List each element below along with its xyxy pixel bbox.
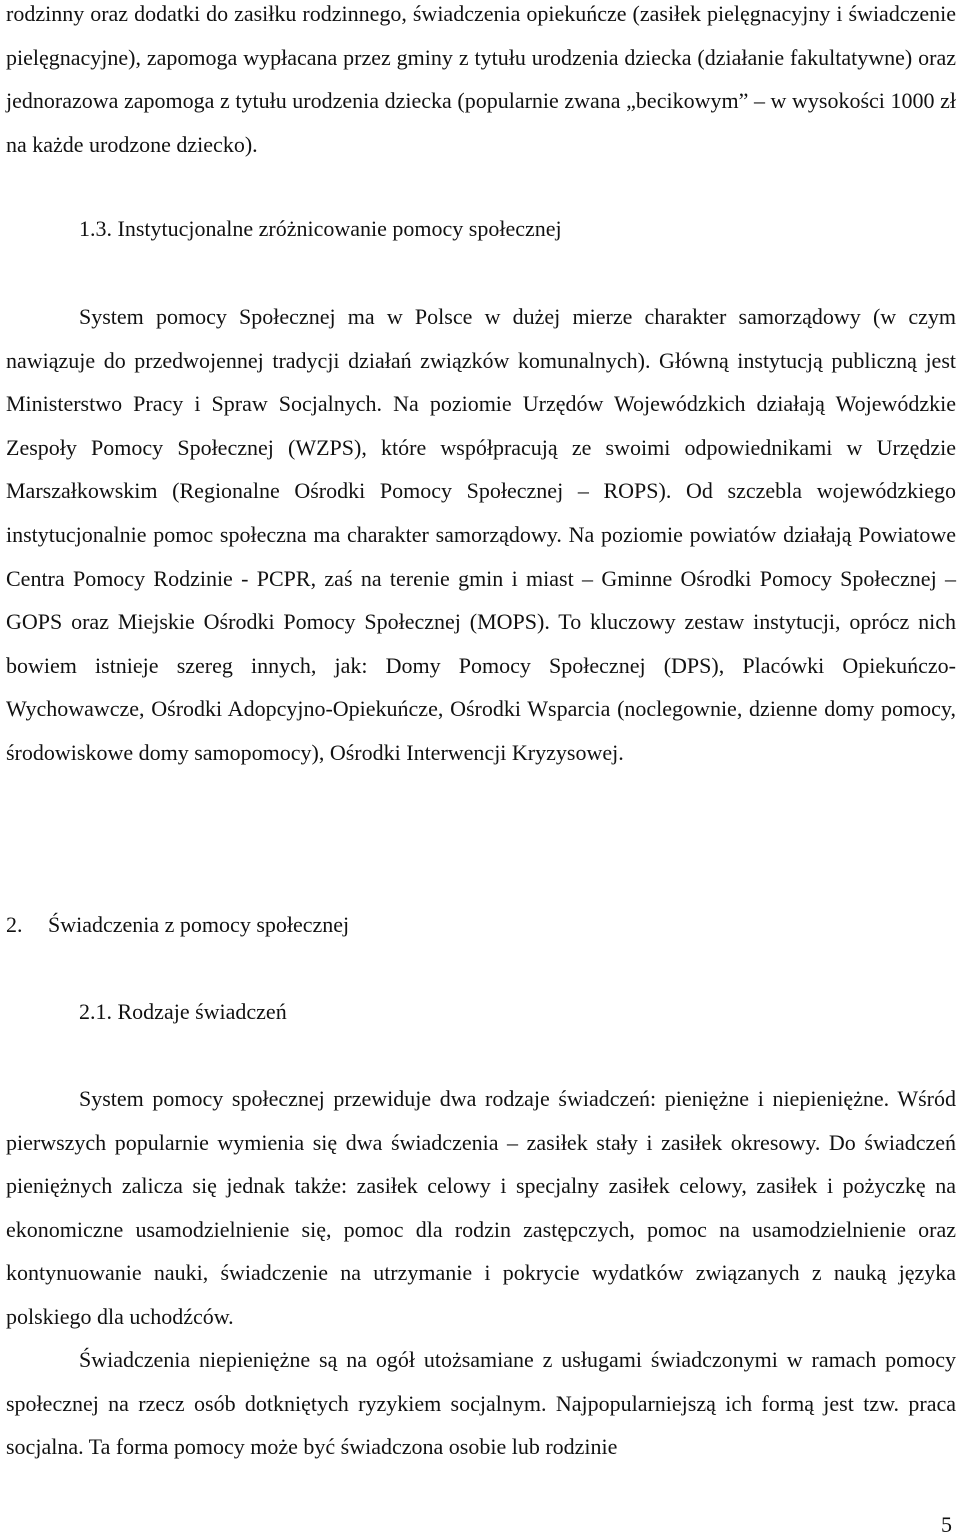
section-2-1-paragraph-2: Świadczenia niepieniężne są na ogół utożsamiane z usługami świadczonymi w ramach pomocy społecznej na rzecz osób dotkniętych ryzykiem socjalnym. Najpopularniejszą ich formą jest tzw. praca socjalna. Ta forma pomocy może być świadczona osobie lub rodzinie [6,1347,956,1460]
section-number: 2.1. [79,999,112,1024]
section-2-1-paragraph-1: System pomocy społecznej przewiduje dwa rodzaje świadczeń: pieniężne i niepieniężne. Wśród pierwszych popularnie wymienia się dwa świadczenia – zasiłek stały i zasiłek okresowy. Do świadczeń pieniężnych zalicza się jednak także: zasiłek celowy i specjalny zasiłek celowy, zasiłek i pożyczkę na ekonomiczne usamodzielnienie się, pomoc dla rodzin zastępczych, pomoc na usamodzielnienie oraz kontynuowanie nauki, świadczenie na utrzymanie i pokrycie wydatków związanych z nauką języka polskiego dla uchodźców. [6,1086,956,1329]
section-1-3-heading [79,214,562,244]
section-2-1-heading [79,997,287,1027]
section-2-heading [6,910,349,940]
section-title: Rodzaje świadczeń [117,999,287,1024]
section-title: Instytucjonalne zróżnicowanie pomocy społecznej [117,216,562,241]
section-number: 2. [6,912,23,937]
section-title: Świadczenia z pomocy społecznej [48,912,350,937]
page-number: 5 [941,1512,952,1537]
intro-paragraph: rodzinny oraz dodatki do zasiłku rodzinnego, świadczenia opiekuńcze (zasiłek pielęgnacyjny i świadczenie pielęgnacyjne), zapomoga wypłacana przez gminy z tytułu urodzenia dziecka (działanie fakultatywne) oraz jednorazowa zapomoga z tytułu urodzenia dziecka (popularnie zwana „becikowym” – w wysokości 1000 zł na każde urodzone dziecko). [6,1,956,157]
section-1-3-paragraph: System pomocy Społecznej ma w Polsce w dużej mierze charakter samorządowy (w czym nawiązuje do przedwojennej tradycji działań związków komunalnych). Główną instytucją publiczną jest Ministerstwo Pracy i Spraw Socjalnych. Na poziomie Urzędów Wojewódzkich działają Wojewódzkie Zespoły Pomocy Społecznej (WZPS), które współpracują ze swoimi odpowiednikami w Urzędzie Marszałkowskim (Regionalne Ośrodki Pomocy Społecznej – ROPS). Od szczebla wojewódzkiego instytucjonalnie pomoc społeczna ma charakter samorządowy. Na poziomie powiatów działają Powiatowe Centra Pomocy Rodzinie - PCPR, zaś na terenie gmin i miast – Gminne Ośrodki Pomocy Społecznej – GOPS oraz Miejskie Ośrodki Pomocy Społecznej (MOPS). To kluczowy zestaw instytucji, oprócz nich bowiem istnieje szereg innych, jak: Domy Pomocy Społecznej (DPS), Placówki Opiekuńczo-Wychowawcze, Ośrodki Adopcyjno-Opiekuńcze, Ośrodki Wsparcia (noclegownie, dzienne domy pomocy, środowiskowe domy samopomocy), Ośrodki Interwencji Kryzysowej. [6,304,956,765]
section-number: 1.3. [79,216,112,241]
